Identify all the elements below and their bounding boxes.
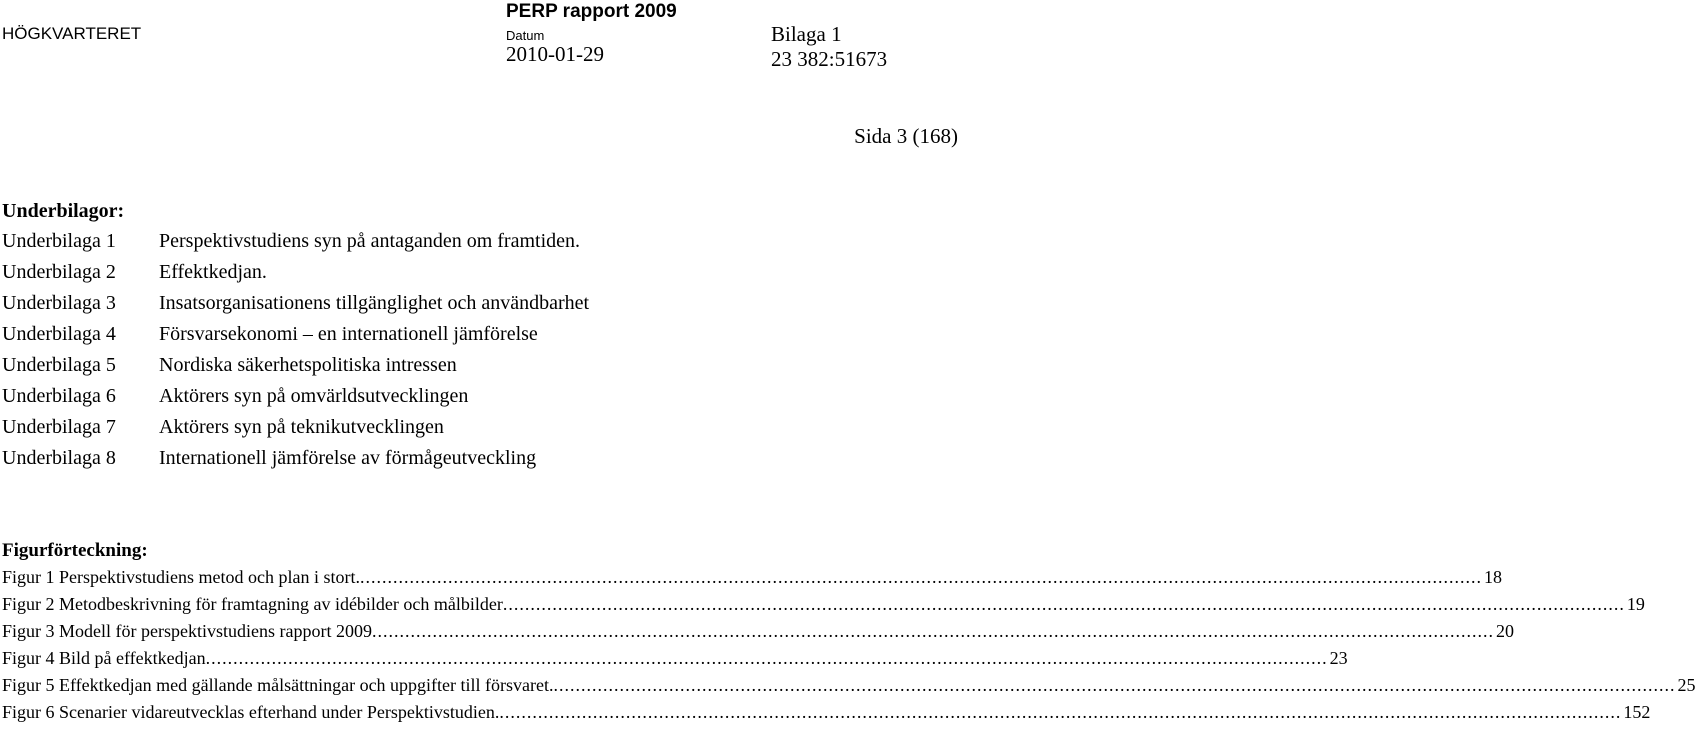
figure-page-number: 19: [1626, 594, 1645, 614]
figure-page-number: 23: [1329, 648, 1348, 668]
dot-leader: ............................................................................................................................................................................................................: [371, 621, 1494, 641]
page-number: Sida 3 (168): [854, 124, 958, 148]
figure-label: Figur 3 Modell för perspektivstudiens rapport 2009: [2, 621, 372, 641]
subappendix-title: Internationell jämförelse av förmågeutveckling: [159, 447, 537, 469]
report-title: PERP rapport 2009: [506, 1, 677, 22]
figure-label: Figur 2 Metodbeskrivning för framtagning av idébilder och målbilder: [2, 594, 503, 614]
figure-entry[interactable]: [2, 702, 1651, 729]
dot-leader: ............................................................................................................................................................................................................: [205, 648, 1328, 668]
figure-label: Figur 5 Effektkedjan med gällande målsättningar och uppgifter till försvaret.: [2, 675, 554, 695]
figure-label: Figur 6 Scenarier vidareutvecklas efterhand under Perspektivstudien.: [2, 702, 500, 722]
subappendix-title: Insatsorganisationens tillgänglighet och användbarhet: [159, 292, 590, 314]
subappendix-label: Underbilaga 3: [2, 292, 116, 314]
figures-heading: Figurförteckning:: [2, 540, 148, 561]
date-value: 2010-01-29: [506, 42, 604, 66]
subappendix-label: Underbilaga 6: [2, 385, 116, 407]
subappendices-heading: Underbilagor:: [2, 200, 125, 222]
subappendix-title: Aktörers syn på omvärldsutvecklingen: [159, 385, 469, 407]
figure-entry[interactable]: [2, 648, 1348, 675]
dot-leader: ............................................................................................................................................................................................................: [502, 594, 1625, 614]
figure-page-number: 20: [1495, 621, 1514, 641]
organization-name: HÖGKVARTERET: [2, 24, 142, 43]
subappendix-label: Underbilaga 7: [2, 416, 116, 438]
figure-entry[interactable]: [2, 567, 1502, 594]
subappendix-title: Perspektivstudiens syn på antaganden om framtiden.: [159, 230, 581, 252]
figure-page-number: 18: [1483, 567, 1502, 587]
figure-entry[interactable]: [2, 621, 1514, 648]
subappendix-label: Underbilaga 2: [2, 261, 116, 283]
subappendix-label: Underbilaga 8: [2, 447, 116, 469]
figure-entry[interactable]: [2, 675, 1696, 702]
subappendix-label: Underbilaga 5: [2, 354, 116, 376]
figure-page-number: 152: [1623, 702, 1651, 722]
subappendix-label: Underbilaga 1: [2, 230, 116, 252]
reference-number: 23 382:51673: [771, 47, 888, 71]
subappendix-title: Nordiska säkerhetspolitiska intressen: [159, 354, 457, 376]
annex-label: Bilaga 1: [771, 22, 842, 46]
dot-leader: ............................................................................................................................................................................................................: [553, 675, 1676, 695]
figure-label: Figur 1 Perspektivstudiens metod och plan i stort.: [2, 567, 360, 587]
figure-label: Figur 4 Bild på effektkedjan: [2, 648, 206, 668]
dot-leader: ............................................................................................................................................................................................................: [359, 567, 1482, 587]
date-label: Datum: [506, 28, 545, 43]
figure-page-number: 25: [1677, 675, 1696, 695]
dot-leader: ............................................................................................................................................................................................................: [499, 702, 1622, 722]
figure-entry[interactable]: [2, 594, 1645, 621]
subappendix-label: Underbilaga 4: [2, 323, 116, 345]
subappendix-title: Effektkedjan.: [159, 261, 267, 283]
subappendix-title: Försvarsekonomi – en internationell jämförelse: [159, 323, 538, 345]
subappendix-title: Aktörers syn på teknikutvecklingen: [159, 416, 444, 438]
